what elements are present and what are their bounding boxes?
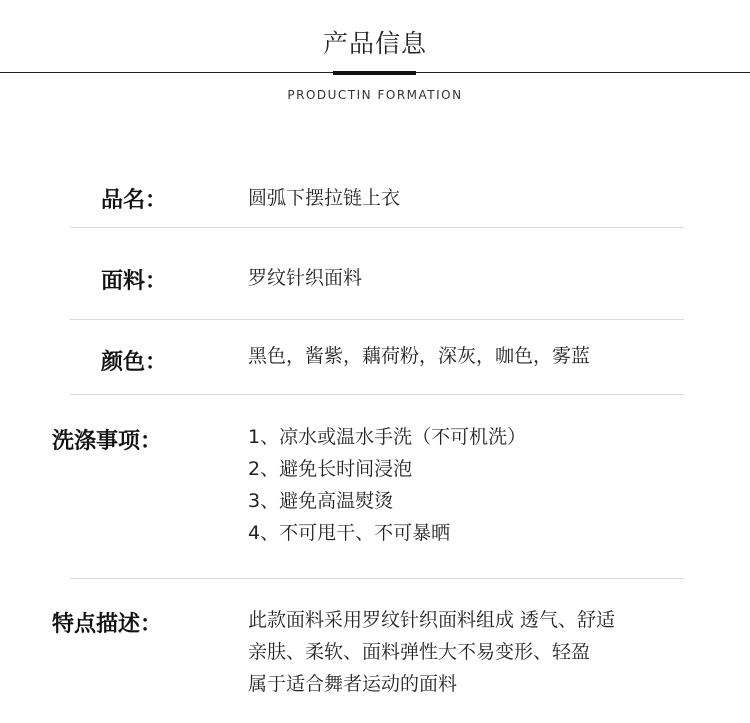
- value-line: 黑色，酱紫，藕荷粉，深灰，咖色，雾蓝: [248, 345, 591, 367]
- row-divider: [70, 319, 684, 320]
- label-colors: 颜色：: [101, 350, 168, 375]
- feature-line-3: 属于适合舞者运动的面料: [248, 673, 458, 695]
- value-product-name: [248, 182, 400, 214]
- value-line: 圆弧下摆拉链上衣: [248, 187, 401, 209]
- row-divider: [70, 227, 684, 228]
- label-care-instructions: 洗涤事项：: [52, 429, 163, 454]
- care-item-1: 1、凉水或温水手洗（不可机洗）: [248, 426, 527, 448]
- title-accent-bar: [333, 71, 416, 75]
- label-features: 特点描述：: [52, 612, 163, 637]
- feature-line-2: 亲肤、柔软、面料弹性大不易变形、轻盈: [248, 641, 591, 663]
- section-title: 产品信息: [322, 29, 427, 58]
- value-line: 罗纹针织面料: [248, 267, 363, 289]
- row-divider: [70, 578, 684, 579]
- label-product-name: 品名：: [101, 188, 168, 213]
- label-fabric: 面料：: [101, 269, 168, 294]
- feature-line-1: 此款面料采用罗纹针织面料组成 透气、舒适: [248, 609, 616, 631]
- section-subtitle: PRODUCTIN FORMATION: [287, 88, 463, 102]
- value-care-instructions: [248, 421, 526, 549]
- value-fabric: [248, 262, 362, 294]
- row-divider: [70, 394, 684, 395]
- care-item-3: 3、避免高温熨烫: [248, 490, 394, 512]
- value-features: [248, 604, 615, 700]
- care-item-4: 4、不可甩干、不可暴晒: [248, 522, 451, 544]
- care-item-2: 2、避免长时间浸泡: [248, 458, 413, 480]
- value-colors: [248, 340, 590, 372]
